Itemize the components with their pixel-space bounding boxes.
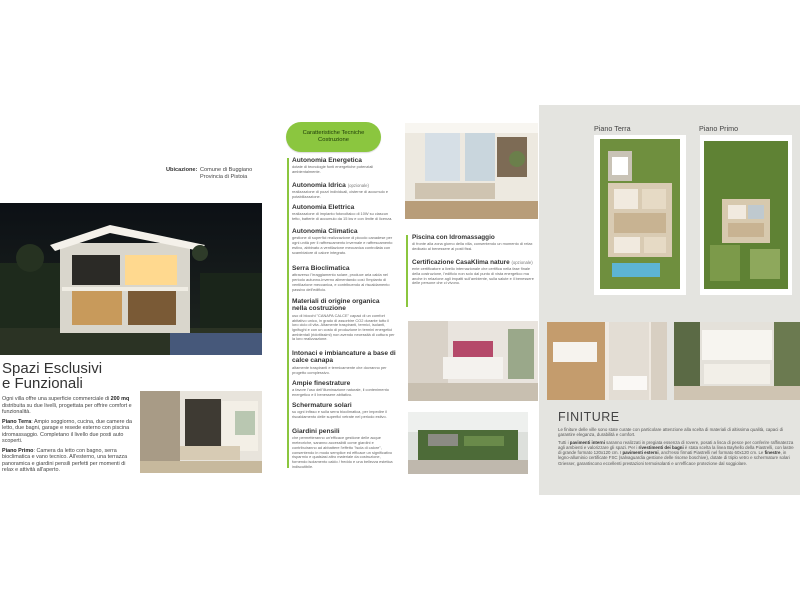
living-room-photo [405, 123, 538, 219]
feature-title: Autonomia Climatica [292, 228, 358, 235]
feature-schermature-solari [292, 402, 396, 420]
tech-badge-line2: Costruzione [318, 137, 349, 143]
feature-desc: altamente traspiranti e termicamente che dovranno per progetto complessivo. [292, 364, 387, 375]
location-province: Provincia di Pistoia [200, 174, 248, 180]
feature-autonomia-elettrica [292, 204, 396, 222]
interior-bedroom-photo [140, 391, 262, 473]
feature-title: Certificazione CasaKlima nature [412, 259, 510, 266]
feature-desc: dotate di tecnologie fonti energetiche potenziali ambientalmente. [292, 164, 374, 175]
feature-materiali-organici [292, 298, 396, 342]
villa-exterior-night-render [0, 203, 262, 355]
feature-casaclima [412, 259, 534, 286]
feature-piscina [412, 234, 534, 252]
intro-title-line1: Spazi Esclusivi [2, 360, 103, 377]
feature-serra-bioclimatica [292, 265, 396, 292]
feature-optional-note: (opzionale) [347, 183, 369, 188]
feature-title: Autonomia Elettrica [292, 204, 355, 211]
finiture-paragraph-2: Tutti i pavimenti interni saranno realizzati in pregiata essenza di rovere, posati a lisca di pesce per conferire raffinatezza agli ambienti e valorizzare gli spazi. Per i rivestimenti dei bagni è stata scelta la linea Bayhello della Piastrelli, con lastre di grande formato 120x120 cm. I pavimenti esterni, anch'essi firmati Piastrelli nel formato 60x120 cm. Le finestre, in legno-alluminio certificate FSC (salvaguardia gestione delle risorse boschive), dotate di triplo vetro e schermature solari Griesser, garantiscono eccellenti prestazioni termoisolanti e un'efficace protezione dal soggiolare. [558, 439, 794, 466]
feature-optional-note: (opzionale) [511, 260, 533, 265]
ground-floor-label: Piano Terra [594, 124, 631, 133]
intro-title-line2: e Funzionali [2, 375, 83, 392]
green-roof-terrace-render [408, 412, 528, 474]
feature-desc: su ogni infisso e sulla serra bioclimatica, per impedire il riscaldamento delle superfici vetrate nel periodo estivo. [292, 409, 387, 420]
intro-text [2, 396, 134, 474]
feature-title: Piscina con Idromassaggio [412, 234, 495, 241]
first-floor-plan [700, 135, 792, 295]
feature-title: Materiali di origine organica nella costruzione [292, 298, 380, 313]
feature-title: Schermature solari [292, 402, 352, 409]
feature-intonaci-calce [292, 350, 396, 375]
feature-desc: realizzazione di pozzi individuali, cisterne di accumulo e potabilizzazione. [292, 189, 389, 200]
feature-giardini-pensili [292, 428, 396, 469]
feature-desc: di fronte alla zona giorno della villa, consentendo un momento di relax dedicato al benessere ai posti fissi. [412, 241, 533, 251]
feature-divider-line [287, 158, 289, 468]
feature-desc: uso di blocchi "CANAPA CALCE" capaci di un comfort abitativo unico, in grado di assorbire CO2 durante tutto il loro ciclo di vita. Altamente traspiranti, termici, isolanti, ignifughi e con un costo di produzione in termini energetici ambientali (ridottissimi) non avendo necessità di cottura per la loro realizzazione. [292, 312, 395, 342]
feature-divider-line-right [406, 235, 408, 307]
feature-title: Ampie finestrature [292, 380, 351, 387]
feature-desc: a favore l'uso dell'illuminazione naturale, il contenimento energetico e il benessere abitativo. [292, 387, 389, 398]
feature-title: Giardini pensili [292, 428, 340, 435]
feature-ampie-finestrature [292, 380, 396, 398]
tech-badge-line1: Caratteristiche Tecniche [302, 129, 365, 136]
feature-autonomia-climatica [292, 228, 396, 255]
feature-autonomia-energetica [292, 157, 396, 175]
ground-floor-plan [594, 135, 686, 295]
feature-title: Autonomia Energetica [292, 157, 362, 164]
feature-desc: attraverso l'irraggiamento solare, produce aria calda nel periodo autunno-inverno alimentando così l'impianto di ventilazione meccanica, e contribuendo al riscaldamento passivo dell'edificio. [292, 272, 390, 292]
feature-title: Autonomia Idrica [292, 182, 346, 189]
location-value [200, 167, 252, 181]
location-city: Comune di Buggiano [200, 167, 253, 173]
finiture-paragraph-1: Le finiture delle ville sono state curate con particolare attenzione alla scelta di materiali di altissima qualità, capaci di garantire eleganza, durabilità e comfort. [558, 427, 784, 438]
feature-autonomia-idrica [292, 182, 396, 200]
bathroom-photo [547, 322, 667, 400]
feature-desc: gestione di superfici realizzazione di piccolo canadese per ogni unità per il raffrescamento invernale e raffrescamento estivo, abbinato a ventilazione meccanica controllata con scambiatore di calore integrato. [292, 235, 393, 255]
intro-paragraph-1: Ogni villa offre una superficie commerciale di 200 mq distribuita su due livelli, progettata per offrire comfort e funzionalità. [2, 396, 132, 415]
master-bedroom-photo [408, 321, 538, 401]
location-label: Ubicazione: [166, 167, 198, 173]
feature-desc: che permetteranno un'efficace gestione delle acque meteoriche, saranno accessibili come giardini e contribuiranno ad abbattere l'effetto "isola di calore", consentendo in modo semplice ed efficace un significativo risparmio e qualsiasi altro materiale da costruzione, fornendo isolamento caldo / freddo e una bellezza estetica indiscutibile. [292, 435, 393, 469]
first-floor-label: Piano Primo [699, 124, 739, 133]
feature-title: Serra Bioclimatica [292, 265, 350, 272]
finiture-text [558, 427, 798, 466]
guest-bedroom-photo [674, 322, 800, 400]
feature-desc: ente certificatore a livello internazionale che certifica nella fase finale della costruzione, l'edificio non solo dal punto di vista energetico ma anche in relazione agli impatti sull'ambiente, sulla salute e il benessere delle persone che ci vivono. [412, 266, 534, 286]
intro-paragraph-3: Piano Primo: Camera da letto con bagno, serra bioclimatica e vano tecnico. All'esterno, una terrazza panoramica e giardini pensili perfetti per momenti di relax e attività all'aperto. [2, 447, 128, 473]
feature-title: Intonaci e imbiancature a base di calce canapa [292, 350, 396, 365]
tech-features-badge [286, 122, 381, 152]
finiture-title: FINITURE [558, 410, 620, 424]
intro-paragraph-2: Piano Terra: Ampio soggiorno, cucina, due camere da letto, due bagni, garage e resede esterno con piscina idromassaggio. Completano il livello due posti auto scoperti. [2, 418, 132, 444]
feature-desc: realizzazione di impianto fotovoltaico di 10W su ciascun tetto, batterie di accumulo da 15 kw e con limite di licenza. [292, 211, 393, 222]
location-block [166, 167, 276, 180]
